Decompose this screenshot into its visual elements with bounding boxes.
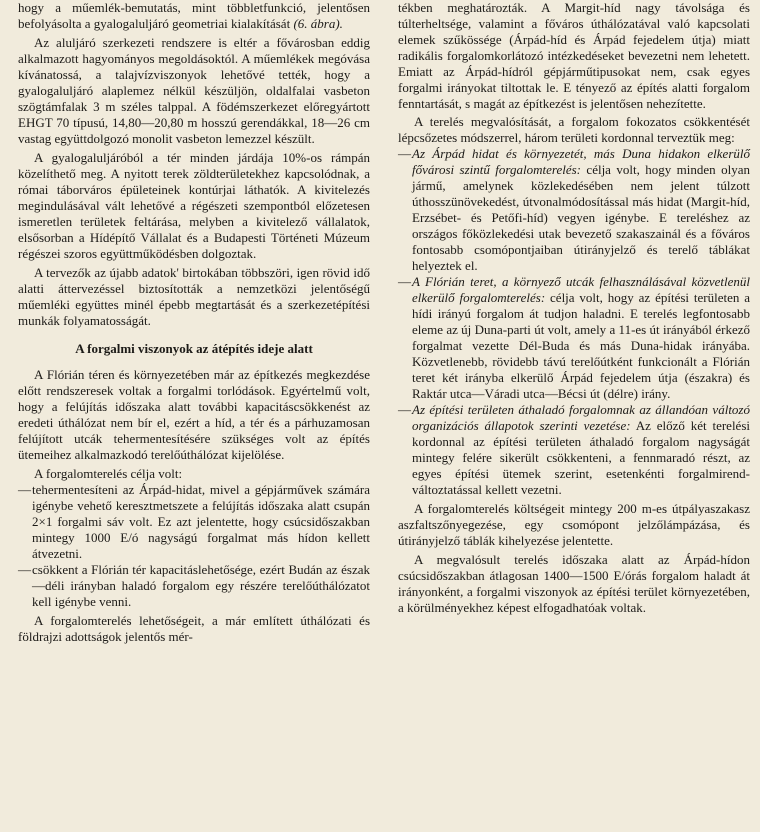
paragraph: A Flórián téren és környezetében már az építkezés megkezdése előtt rendszeresek voltak a forgalmi torlódások. Egyértelmű volt, hogy a felújítás időszaka alatt további kapacitáscsökkenést az eredeti úthálózat nem bír el, ezért a híd, a tér és a párhuzamosan felújított utcák tehermentesítésére szükséges volt az építés ütemeihez alkalmazkodó terelőúthálózat kijelölése. (18, 367, 370, 462)
list-item-text: tehermentesíteni az Árpád-hidat, mivel a gépjárművek számára igénybe vehető keresztmetszete a felújítás időszaka alatt csupán 2×1 forgalmi sáv volt. Ez azt jelentette, hogy csúcsidőszakban mintegy 1000 E/ó nagyságú forgalmat más hídon kellett átvezetni. (32, 482, 370, 561)
list-item (18, 562, 370, 610)
figure-reference: (6. ábra). (293, 16, 343, 31)
text-run: hogy a műemlék-bemutatás, mint többletfunkció, jelentősen befolyásolta a gyalogaluljáró geometriai kialakítását (18, 0, 370, 31)
paragraph: A terelés megvalósítását, a forgalom fokozatos csökkentését lépcsőzetes módszerrel, három területi kordonnal terveztük meg: (398, 114, 750, 145)
paragraph: A forgalomterelés célja volt: (34, 466, 183, 481)
list-item-title: A Flórián teret, a környező utcák felhasználásával közvetlenül elkerülő forgalomterelés: (412, 274, 750, 305)
list-item (398, 402, 750, 498)
list-item-text: csökkent a Flórián tér kapacitáslehetősége, ezért Budán az észak—déli irányban haladó forgalom egy részére terelőúthálózatot kell igénybe venni. (32, 562, 370, 609)
dash-bullet: — (398, 146, 411, 161)
dash-bullet: — (398, 274, 411, 289)
list-item (18, 482, 370, 562)
section-heading: A forgalmi viszonyok az átépítés ideje alatt (75, 341, 313, 356)
right-column (398, 0, 750, 616)
list-item-title: Az Árpád hidat és környezetét, más Duna hidakon elkerülő fővárosi szintű forgalomterelés: (412, 146, 750, 177)
paragraph (18, 0, 370, 32)
paragraph: A tervezők az újabb adatok' birtokában többszöri, igen rövid idő alatti áttervezéssel biztosították a nemzetközi jelentőségű műemléki együttes minél épebb megtartását és a szerkezetépítési munkák folyamatosságát. (18, 265, 370, 328)
list-item-text: célja volt, hogy az építési területen a hídi irányú forgalom át tudjon haladni. E terelés legfontosabb eleme az új Duna-parti út volt, amely a 11-es út irányából érkező forgalmat vezette Dél-Buda és más Duna-hidak irányába. Közvetlenebb, rövidebb távú terelőútként funkcionált a Flórián teret két irányba elkerülő Árpád fejedelem útja (északra) és Raktár utca—Váradi utca—Bécsi út (délre) irány. (412, 290, 750, 401)
dash-bullet: — (398, 402, 411, 417)
paragraph: Az aluljáró szerkezeti rendszere is eltér a fővárosban eddig alkalmazott hagyományos megoldásoktól. A műemlékek megóvása kívánatossá, a talajvízviszonyok lehetővé tették, hogy a gyalogaluljáró alaplemez nélkül készüljön, oldalfalai vasbeton szögtámfalak 3 m széles talppal. A födémszerkezet előregyártott EHGT 70 típusú, 14,80—20,80 m hosszú gerendákkal, 18—26 cm vastag együttdolgozó monolit vasbeton lemezzel készült. (18, 35, 370, 146)
list-item-title: Az építési területen áthaladó forgalomnak az állandóan változó organizációs állapotok szerinti vezetése: (412, 402, 750, 433)
list-item (398, 146, 750, 274)
list-item-text: Az előző két terelési kordonnal az építési területen áthaladó forgalom nagyságát mintegy felére sikerült csökkenteni, a fennmaradó részt, az egyes építési ütemek szerint, esetenkénti forgalmirend-változtatással kellett vezetni. (412, 418, 750, 497)
left-column (18, 0, 370, 645)
list-item-text: célja volt, hogy minden olyan jármű, amelynek közlekedésében nem jelent túlzott úthosszünövekedést, útvonalmódosítással más hidat (Margit-híd, Erzsébet- és Petőfi-híd) vegyen igénybe. E tereléshez az országos főközlekedési utak bevezető szakaszainál és a főváros fontosabb csomópontjaiban útirányjelző és terelő táblákat helyeztek el. (412, 162, 750, 273)
paragraph: A forgalomterelés lehetőségeit, a már említett úthálózati és földrajzi adottságok jelentős mér- (18, 613, 370, 644)
list-item (398, 274, 750, 402)
paragraph: tékben meghatározták. A Margit-híd nagy távolsága és túlterheltsége, valamint a főváros úthálózatával való kapcsolati elemek szűkössége (Árpád-híd és Árpád fejedelem útja) miatt radikális forgalomkorlátozó intézkedéseket bevezetni nem lehetett. Emiatt az Árpád-hídról gépjárműtipusokat nem, csak egyes forgalmi irányokat tiltottak le. E tényező az építés alatti forgalom fenntartását, s magát az építkezést is jelentősen nehezítette. (398, 0, 750, 111)
dash-bullet: — (18, 482, 31, 497)
paragraph: A megvalósult terelés időszaka alatt az Árpád-hídon csúcsidőszakban átlagosan 1400—1500 E/órás forgalom haladt át irányonként, a forgalmi viszonyok az építési terület környezetében, a körülményekhez képest elfogadhatóak voltak. (398, 552, 750, 615)
dash-bullet: — (18, 562, 31, 577)
paragraph: A gyalogaluljáróból a tér minden járdája 10%-os rámpán közelíthető meg. A nyitott terek zöldterületekhez kapcsolódnak, a római táborváros épületeinek kontúrjai láthatók. A kivitelezés megindulásával vált lehetővé a régészeti szempontból előzetesen ismeretlen területek feltárása, melyben a kivitelező vállalatok, elsősorban a Hídépítő Vállalat és a Budapesti Történeti Múzeum régészei szoros együttműködésben dolgoztak. (18, 150, 370, 261)
paragraph: A forgalomterelés költségeit mintegy 200 m-es útpályaszakasz aszfaltszőnyegezése, egy csomópont jelzőlámpázása, és útirányjelző táblák kihelyezése jelentette. (398, 501, 750, 548)
